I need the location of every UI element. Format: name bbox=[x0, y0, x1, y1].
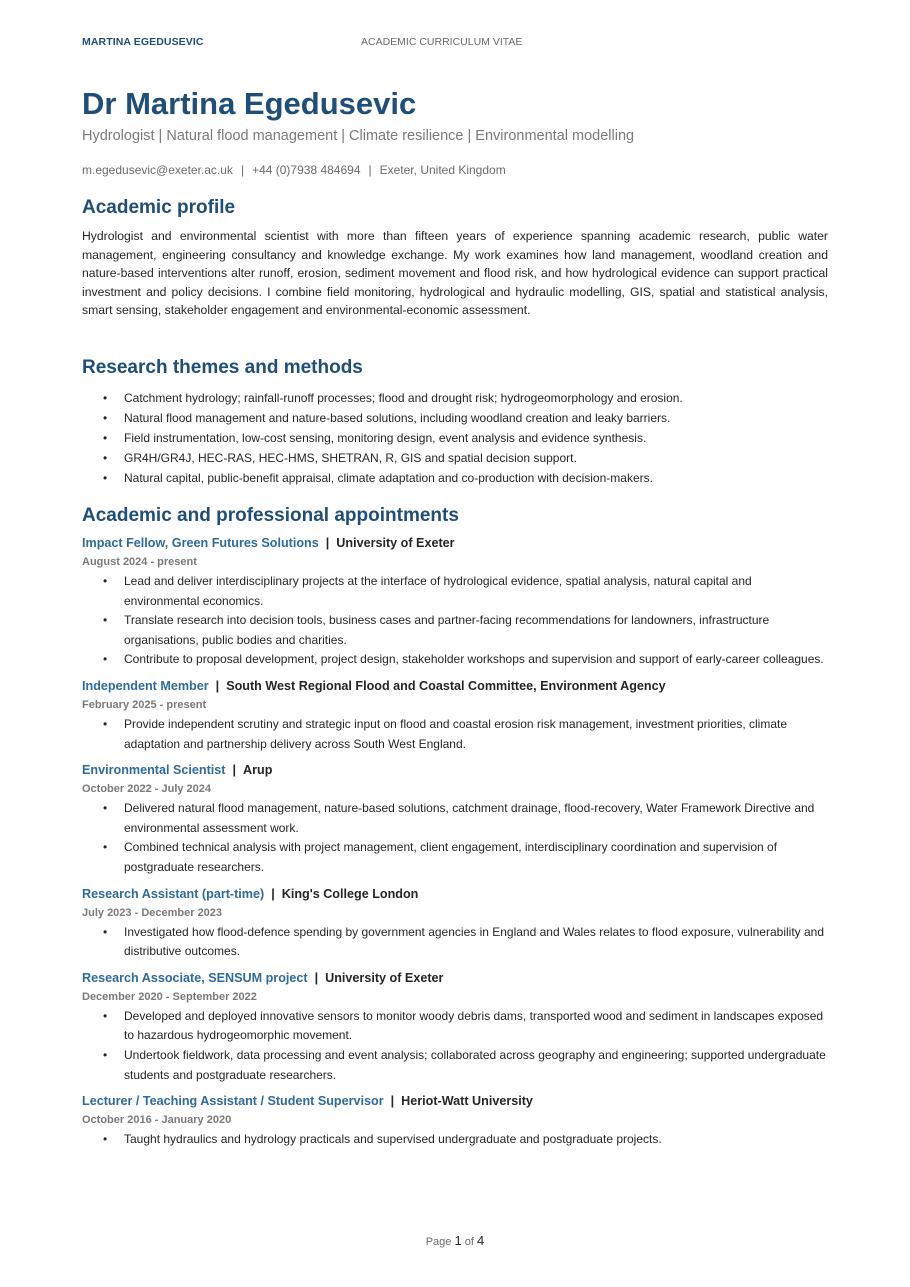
location: Exeter, United Kingdom bbox=[379, 163, 506, 177]
role-organisation: King's College London bbox=[281, 886, 419, 901]
appointment-entry bbox=[82, 676, 828, 754]
tagline: Hydrologist | Natural flood management | Climate resilience | Environmental modelling bbox=[82, 128, 635, 144]
role-organisation: University of Exeter bbox=[336, 536, 455, 550]
appointment-entry bbox=[82, 760, 828, 877]
list-item: • Developed and deployed innovative sensors to monitor woody debris dams, transported wood and sediment in landscapes exposed to hazardous hydrogeomorphic movement. bbox=[82, 1007, 828, 1046]
role-bullets bbox=[82, 572, 828, 670]
role-title: Independent Member bbox=[82, 678, 209, 693]
email-link[interactable]: m.egedusevic@exeter.ac.uk bbox=[82, 163, 233, 177]
themes-heading: Research themes and methods bbox=[82, 357, 363, 378]
role-dates: October 2016 - January 2020 bbox=[82, 1114, 232, 1127]
role-line bbox=[82, 968, 828, 988]
role-title: Research Associate, SENSUM project bbox=[82, 970, 308, 985]
list-item: • Combined technical analysis with project management, client engagement, interdisciplinary coordination and supervision of postgraduate researchers. bbox=[82, 838, 828, 877]
role-bullets bbox=[82, 1007, 828, 1085]
role-title: Lecturer / Teaching Assistant / Student Supervisor bbox=[82, 1094, 384, 1109]
list-item: • Contribute to proposal development, project design, stakeholder workshops and supervision and support of early-career colleagues. bbox=[82, 650, 828, 670]
themes-section bbox=[82, 357, 828, 488]
appointment-entry bbox=[82, 968, 828, 1085]
list-item: • Catchment hydrology; rainfall-runoff processes; flood and drought risk; hydrogeomorphology and erosion. bbox=[82, 388, 828, 408]
page-total: 4 bbox=[477, 1233, 485, 1248]
role-title: Research Assistant (part-time) bbox=[82, 886, 265, 901]
role-dates: July 2023 - December 2023 bbox=[82, 906, 223, 919]
role-bullets bbox=[82, 799, 828, 877]
role-line bbox=[82, 760, 828, 780]
role-separator: | bbox=[314, 970, 319, 985]
role-bullets bbox=[82, 923, 828, 962]
list-item: • Field instrumentation, low-cost sensing, monitoring design, event analysis and evidence synthesis. bbox=[82, 428, 828, 448]
role-organisation: Heriot-Watt University bbox=[401, 1094, 533, 1109]
contact-separator: | bbox=[368, 163, 372, 177]
role-bullets bbox=[82, 1130, 828, 1150]
page-of-label: of bbox=[464, 1236, 474, 1248]
page-footer bbox=[0, 1233, 910, 1248]
role-dates: December 2020 - September 2022 bbox=[82, 990, 257, 1003]
list-item: • Investigated how flood-defence spending by government agencies in England and Wales relates to flood exposure, vulnerability and distributive outcomes. bbox=[82, 923, 828, 962]
role-organisation: South West Regional Flood and Coastal Committee, Environment Agency bbox=[226, 678, 666, 693]
role-organisation: University of Exeter bbox=[325, 970, 444, 985]
role-dates: August 2024 - present bbox=[82, 556, 197, 568]
list-item: • Natural capital, public-benefit appraisal, climate adaptation and co-production with decision-makers. bbox=[82, 468, 828, 488]
role-dates: October 2022 - July 2024 bbox=[82, 783, 212, 796]
role-title: Environmental Scientist bbox=[82, 763, 226, 778]
role-dates: February 2025 - present bbox=[82, 698, 207, 711]
list-item: • Natural flood management and nature-based solutions, including woodland creation and leaky barriers. bbox=[82, 408, 828, 428]
role-title: Impact Fellow, Green Futures Solutions bbox=[82, 536, 319, 550]
appointment-entry bbox=[82, 884, 828, 962]
phone-number: +44 (0)7938 484694 bbox=[252, 163, 361, 177]
role-bullets bbox=[82, 715, 828, 754]
role-line bbox=[82, 676, 828, 696]
role-separator: | bbox=[325, 536, 330, 550]
page-title: Dr Martina Egedusevic bbox=[82, 86, 417, 121]
contact-separator: | bbox=[240, 163, 245, 177]
appointment-entry bbox=[82, 1091, 828, 1150]
list-item: • Taught hydraulics and hydrology practicals and supervised undergraduate and postgraduate projects. bbox=[82, 1130, 828, 1150]
role-organisation: Arup bbox=[243, 763, 273, 778]
list-item: • Translate research into decision tools, business cases and partner-facing recommendations for landowners, infrastructure organisations, public bodies and charities. bbox=[82, 611, 828, 650]
role-separator: | bbox=[232, 763, 236, 778]
role-separator: | bbox=[271, 886, 275, 901]
profile-heading: Academic profile bbox=[82, 197, 236, 218]
list-item: • GR4H/GR4J, HEC-RAS, HEC-HMS, SHETRAN, R, GIS and spatial decision support. bbox=[82, 448, 828, 468]
appointments-section bbox=[82, 505, 828, 1150]
role-separator: | bbox=[215, 678, 220, 693]
appointments-heading: Academic and professional appointments bbox=[82, 505, 459, 526]
page-current: 1 bbox=[454, 1233, 462, 1248]
role-line bbox=[82, 533, 828, 553]
role-line bbox=[82, 1091, 828, 1111]
profile-text: Hydrologist and environmental scientist with more than fifteen years of experience spanning academic research, public water management, engineering consultancy and knowledge exchange. My work examines how land management, woodland creation and nature-based interventions alter runoff, erosion, sediment movement and flood risk, and how hydrological evidence can support practical investment and policy decisions. I combine field monitoring, hydrological and hydraulic modelling, GIS, spatial and statistical analysis, smart sensing, stakeholder engagement and environmental-economic assessment. bbox=[82, 229, 828, 318]
appointment-entry bbox=[82, 533, 828, 670]
running-header-name: MARTINA EGEDUSEVIC bbox=[82, 36, 204, 48]
role-separator: | bbox=[390, 1094, 395, 1109]
profile-section bbox=[82, 197, 828, 320]
running-header-doc-type: ACADEMIC CURRICULUM VITAE bbox=[361, 36, 523, 48]
page-label: Page bbox=[425, 1236, 452, 1248]
list-item: • Lead and deliver interdisciplinary projects at the interface of hydrological evidence, spatial analysis, natural capital and environmental economics. bbox=[82, 572, 828, 611]
list-item: • Undertook fieldwork, data processing and event analysis; collaborated across geography and engineering; supported undergraduate students and postgraduate researchers. bbox=[82, 1046, 828, 1085]
themes-list bbox=[82, 388, 828, 488]
role-line bbox=[82, 884, 828, 904]
contact-line bbox=[82, 163, 506, 177]
list-item: • Provide independent scrutiny and strategic input on flood and coastal erosion risk management, investment priorities, climate adaptation and partnership delivery across South West England. bbox=[82, 715, 828, 754]
list-item: • Delivered natural flood management, nature-based solutions, catchment drainage, flood-recovery, Water Framework Directive and environmental assessment work. bbox=[82, 799, 828, 838]
